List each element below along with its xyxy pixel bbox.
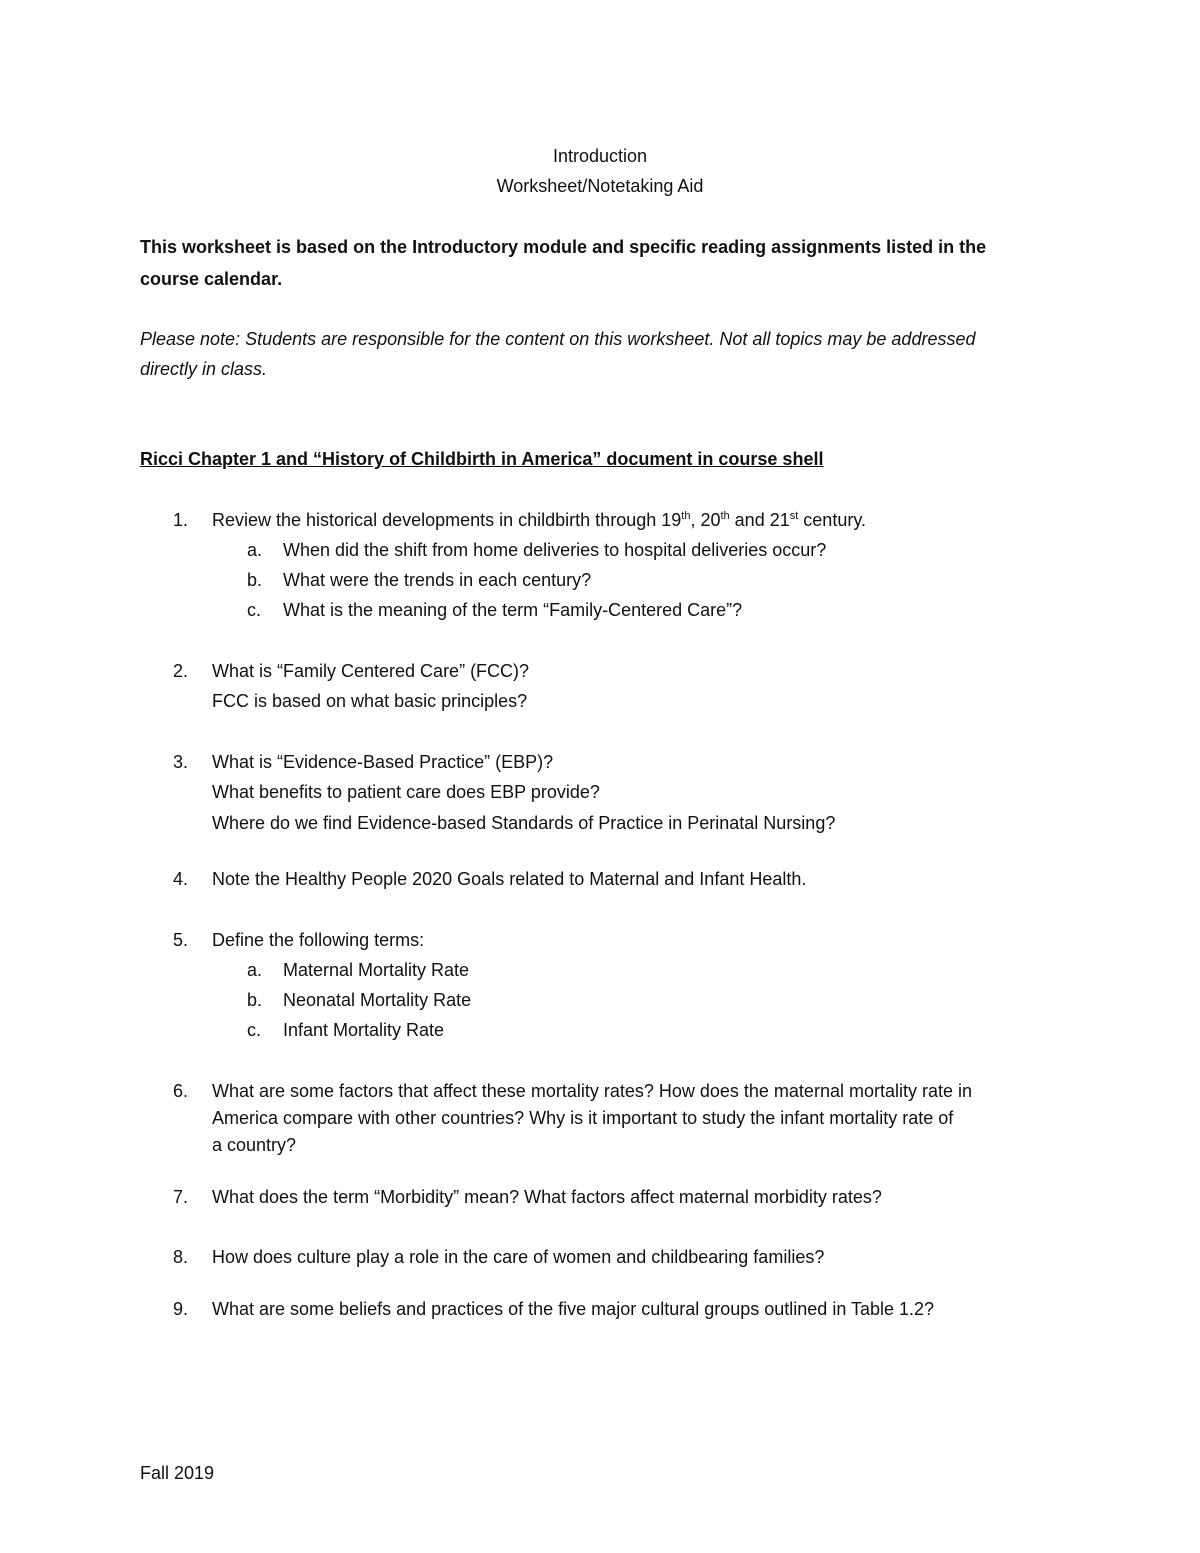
question-number: 1. xyxy=(173,510,189,530)
question-number: 6. xyxy=(173,1081,189,1101)
question-number: 5. xyxy=(173,930,189,950)
sub-item-label: c. xyxy=(247,1020,262,1040)
sub-item-label: b. xyxy=(247,990,263,1010)
question-3-line-1: What is “Evidence-Based Practice” (EBP)? xyxy=(212,752,554,772)
sub-item-text: Maternal Mortality Rate xyxy=(283,960,470,980)
question-3-line-2: What benefits to patient care does EBP provide? xyxy=(212,782,600,802)
page-subtitle: Worksheet/Notetaking Aid xyxy=(496,176,704,196)
question-number: 3. xyxy=(173,752,189,772)
question-6-line-2: America compare with other countries? Why is it important to study the infant mortality rate of xyxy=(212,1108,954,1128)
question-5-line-1: Define the following terms: xyxy=(212,930,425,950)
question-9-line-1: What are some beliefs and practices of the five major cultural groups outlined in Table 1.2? xyxy=(212,1299,935,1319)
question-number: 7. xyxy=(173,1187,189,1207)
question-1-text: Review the historical developments in childbirth through 19th, 20th and 21st century. xyxy=(212,510,866,530)
question-8-line-1: How does culture play a role in the care of women and childbearing families? xyxy=(212,1247,825,1267)
question-4-line-1: Note the Healthy People 2020 Goals related to Maternal and Infant Health. xyxy=(212,869,807,889)
sub-item-label: a. xyxy=(247,540,263,560)
note-line-2: directly in class. xyxy=(140,359,268,379)
sub-item-text: Infant Mortality Rate xyxy=(283,1020,445,1040)
sub-item-text: Neonatal Mortality Rate xyxy=(283,990,472,1010)
question-7-line-1: What does the term “Morbidity” mean? What factors affect maternal morbidity rates? xyxy=(212,1187,882,1207)
question-6-line-1: What are some factors that affect these mortality rates? How does the maternal mortality rate in xyxy=(212,1081,972,1101)
question-number: 9. xyxy=(173,1299,189,1319)
intro-line-1: This worksheet is based on the Introductory module and specific reading assignments listed in the xyxy=(140,237,987,257)
sub-item-label: a. xyxy=(247,960,263,980)
question-6-line-3: a country? xyxy=(212,1135,297,1155)
sub-item-text: What were the trends in each century? xyxy=(283,570,592,590)
question-3-line-3: Where do we find Evidence-based Standards of Practice in Perinatal Nursing? xyxy=(212,813,836,833)
footer-text: Fall 2019 xyxy=(140,1463,215,1483)
intro-line-2: course calendar. xyxy=(140,269,283,289)
sub-item-label: c. xyxy=(247,600,262,620)
question-2-line-2: FCC is based on what basic principles? xyxy=(212,691,528,711)
section-heading: Ricci Chapter 1 and “History of Childbirth in America” document in course shell xyxy=(140,449,824,469)
note-line-1: Please note: Students are responsible for the content on this worksheet. Not all topics may be addressed xyxy=(140,329,976,349)
sub-item-label: b. xyxy=(247,570,263,590)
sub-item-text: When did the shift from home deliveries to hospital deliveries occur? xyxy=(283,540,827,560)
sub-item-text: What is the meaning of the term “Family-Centered Care”? xyxy=(283,600,743,620)
question-2-line-1: What is “Family Centered Care” (FCC)? xyxy=(212,661,530,681)
question-number: 8. xyxy=(173,1247,189,1267)
question-number: 4. xyxy=(173,869,189,889)
page-title: Introduction xyxy=(552,146,648,166)
question-number: 2. xyxy=(173,661,189,681)
